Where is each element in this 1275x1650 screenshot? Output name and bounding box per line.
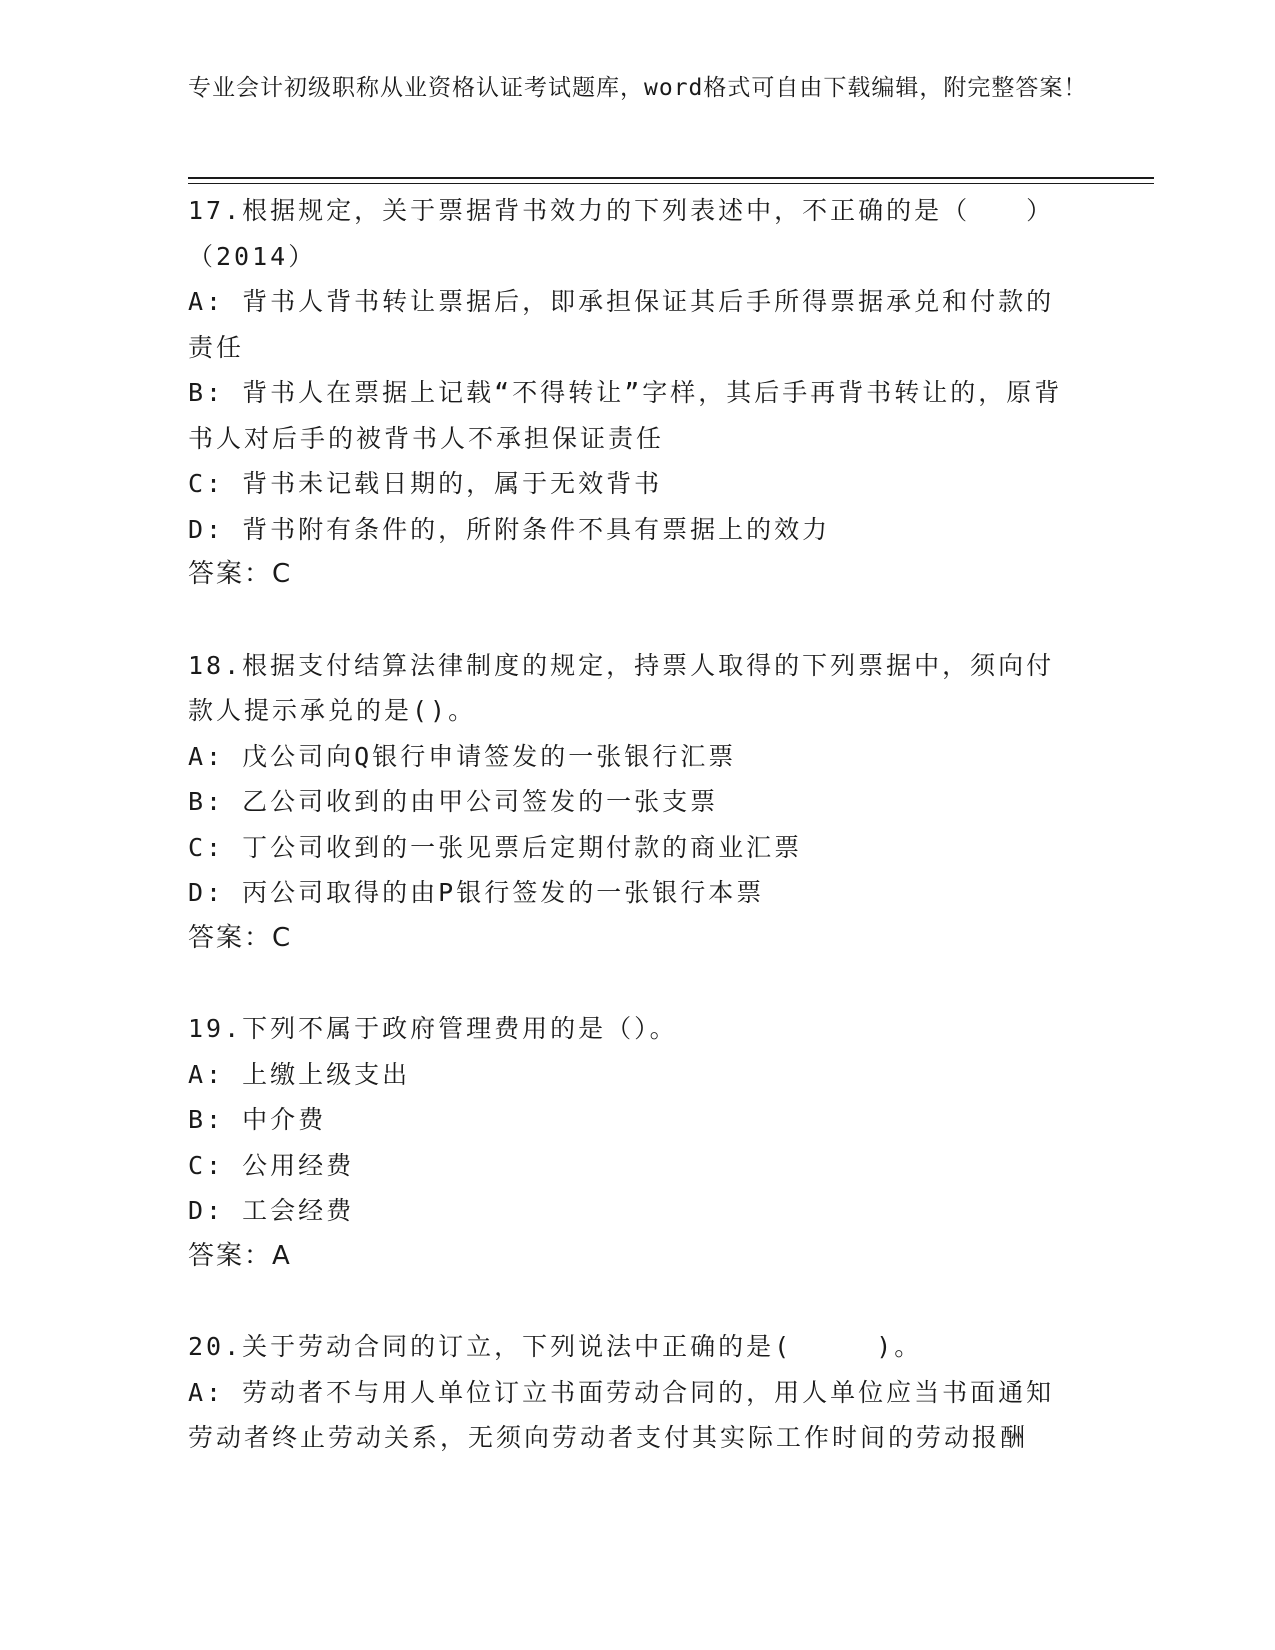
- question-17: [188, 188, 1078, 598]
- option-b: B: 背书人在票据上记载“不得转让”字样，其后手再背书转让的，原背书人对后手的被背书人不承担保证责任: [188, 378, 1063, 453]
- document-header: 专业会计初级职称从业资格认证考试题库，word格式可自由下载编辑，附完整答案！: [188, 75, 1088, 101]
- option-c: C: 丁公司收到的一张见票后定期付款的商业汇票: [188, 832, 803, 862]
- option-b: B: 中介费: [188, 1105, 327, 1134]
- answer: 答案：C: [188, 922, 293, 953]
- question-20: [188, 1324, 1078, 1461]
- question-stem: 17.根据规定，关于票据背书效力的下列表述中，不正确的是（ ）（2014）: [188, 196, 1055, 271]
- option-a: A: 背书人背书转让票据后，即承担保证其后手所得票据承兑和付款的责任: [188, 287, 1055, 362]
- option-c: C: 公用经费: [188, 1150, 355, 1180]
- answer: 答案：A: [188, 1240, 292, 1271]
- question-19: [188, 1006, 1078, 1279]
- header-divider-thin: [188, 183, 1154, 184]
- option-b: B: 乙公司收到的由甲公司签发的一张支票: [188, 787, 719, 816]
- question-stem: 18.根据支付结算法律制度的规定，持票人取得的下列票据中，须向付款人提示承兑的是()。: [188, 650, 1055, 725]
- question-18: [188, 643, 1078, 962]
- option-a: A: 戊公司向Q银行申请签发的一张银行汇票: [188, 741, 737, 771]
- question-list: [188, 188, 1078, 1506]
- option-c: C: 背书未记载日期的，属于无效背书: [188, 469, 663, 498]
- question-stem: 20.关于劳动合同的订立，下列说法中正确的是( )。: [188, 1332, 923, 1361]
- option-d: D: 背书附有条件的，所附条件不具有票据上的效力: [188, 514, 831, 544]
- option-a: A: 劳动者不与用人单位订立书面劳动合同的，用人单位应当书面通知劳动者终止劳动关系，无须向劳动者支付其实际工作时间的劳动报酬: [188, 1377, 1055, 1452]
- header-divider: [188, 177, 1154, 179]
- option-d: D: 工会经费: [188, 1196, 355, 1225]
- question-stem: 19.下列不属于政府管理费用的是（）。: [188, 1014, 678, 1043]
- option-d: D: 丙公司取得的由P银行签发的一张银行本票: [188, 878, 765, 907]
- option-a: A: 上缴上级支出: [188, 1059, 411, 1089]
- answer: 答案：C: [188, 559, 293, 589]
